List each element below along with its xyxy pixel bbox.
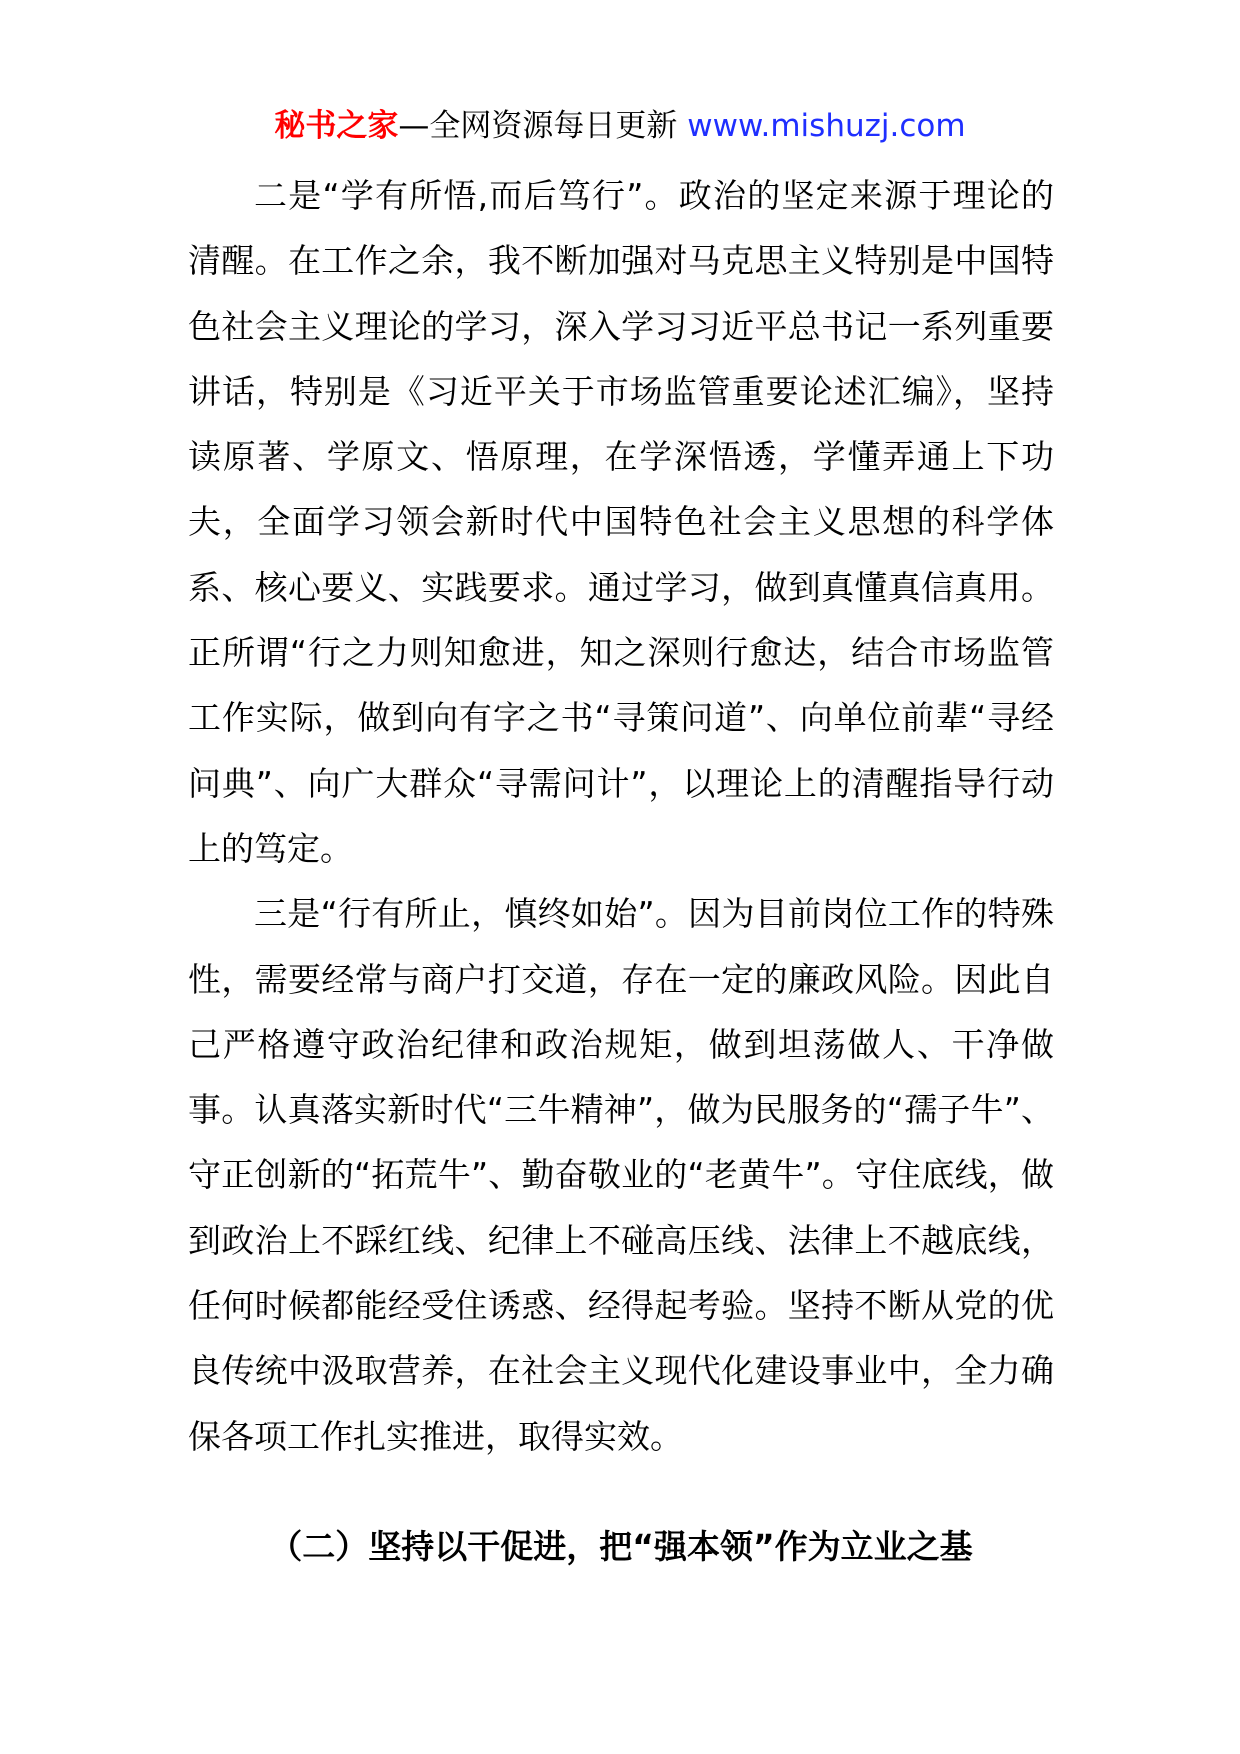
paragraph-discipline: 三是“行有所止，慎终如始”。因为目前岗位工作的特殊性，需要经常与商户打交道，存在一定的廉政风险。因此自己严格遵守政治纪律和政治规矩，做到坦荡做人、干净做事。认真落实新时代“三牛精神”，做为民服务的“孺子牛”、守正创新的“拓荒牛”、勤奋敬业的“老黄牛”。守住底线，做到政治上不踩红线、纪律上不碰高压线、法律上不越底线，任何时候都能经受住诱惑、经得起考验。坚持不断从党的优良传统中汲取营养，在社会主义现代化建设事业中，全力确保各项工作扎实推进，取得实效。 xyxy=(188,894,1054,1456)
page-header xyxy=(0,104,1240,148)
header-url-link[interactable]: www.mishuzj.com xyxy=(687,108,966,144)
header-brand: 秘书之家 xyxy=(274,108,399,144)
section-heading: （二）坚持以干促进，把“强本领”作为立业之基 xyxy=(269,1527,973,1566)
paragraph-study: 二是“学有所悟,而后笃行”。政治的坚定来源于理论的清醒。在工作之余，我不断加强对马克思主义特别是中国特色社会主义理论的学习，深入学习习近平总书记一系列重要讲话，特别是《习近平关于市场监管重要论述汇编》，坚持读原著、学原文、悟原理，在学深悟透，学懂弄通上下功夫，全面学习领会新时代中国特色社会主义思想的科学体系、核心要义、实践要求。通过学习，做到真懂真信真用。正所谓“行之力则知愈进，知之深则行愈达，结合市场监管工作实际，做到向有字之书“寻策问道”、向单位前辈“寻经问典”、向广大群众“寻需问计”，以理论上的清醒指导行动上的笃定。 xyxy=(188,176,1054,868)
document-body xyxy=(188,163,1054,1469)
header-tagline: —全网资源每日更新 xyxy=(398,108,688,144)
